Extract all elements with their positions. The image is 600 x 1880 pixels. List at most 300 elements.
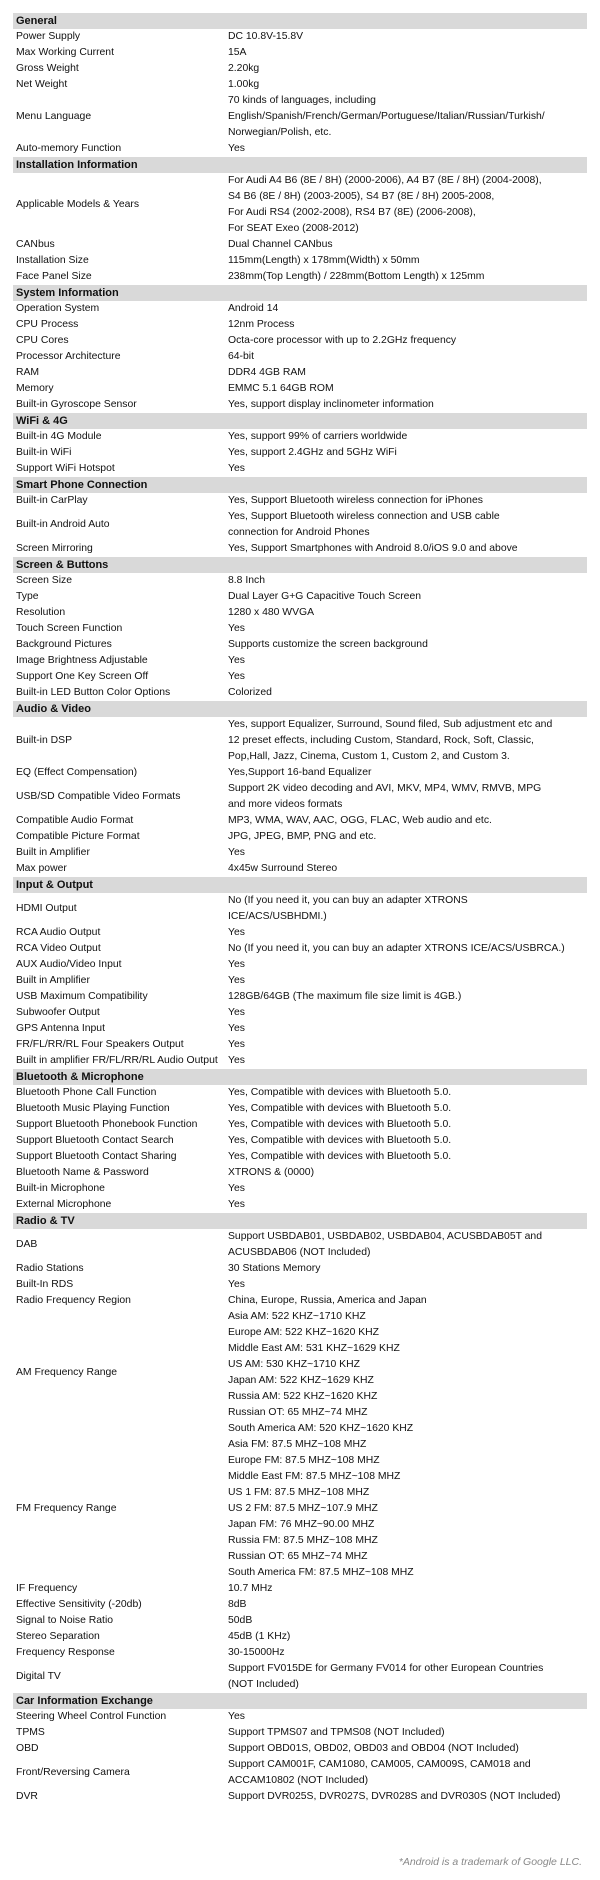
spec-label: Support One Key Screen Off [16,671,149,682]
spec-value [228,429,587,445]
spec-value-line: Europe AM: 522 KHZ~1620 KHZ [228,1327,380,1338]
spec-value-line: Yes, Compatible with devices with Bluetooth 5.0. [228,1119,452,1130]
spec-label: External Microphone [16,1199,112,1210]
spec-label: Memory [16,383,54,394]
spec-value [228,381,587,397]
spec-value-line: ACCAM10802 (NOT Included) [228,1775,369,1786]
spec-label: Built in Amplifier [16,847,90,858]
spec-value-line: US AM: 530 KHZ~1710 KHZ [228,1359,360,1370]
spec-value-line: 4x45w Surround Stereo [228,863,338,874]
spec-label: Net Weight [16,79,68,90]
spec-row [13,1037,587,1053]
spec-value [228,1741,587,1757]
spec-row [13,829,587,845]
spec-value-line: DDR4 4GB RAM [228,367,306,378]
spec-value-line: Support TPMS07 and TPMS08 (NOT Included) [228,1727,445,1738]
spec-value [228,253,587,269]
spec-row [13,925,587,941]
spec-label: Effective Sensitivity (-20db) [16,1599,142,1610]
spec-value [228,861,587,877]
spec-value-line: Yes [228,1183,245,1194]
spec-row [13,621,587,637]
spec-row [13,269,587,285]
spec-row [13,957,587,973]
spec-value [228,541,587,557]
section-header-system-information: System Information [13,285,587,301]
spec-value-line: Yes, Support Bluetooth wireless connection for iPhones [228,495,483,506]
spec-row [13,1021,587,1037]
spec-value [228,941,587,957]
spec-row [13,1149,587,1165]
spec-value [228,717,587,765]
spec-row [13,1133,587,1149]
spec-label: Face Panel Size [16,271,92,282]
spec-value [228,1181,587,1197]
spec-value-line: Yes [228,1039,245,1050]
spec-label: Support Bluetooth Contact Search [16,1135,174,1146]
spec-value [228,1725,587,1741]
spec-label: Resolution [16,607,66,618]
spec-value [228,1261,587,1277]
spec-value [228,1709,587,1725]
spec-value-line: For Audi A4 B6 (8E / 8H) (2000-2006), A4 B7 (8E / 8H) (2004-2008), [228,175,542,186]
spec-value-line: 15A [228,47,247,58]
spec-label: Gross Weight [16,63,79,74]
spec-row [13,1293,587,1309]
spec-row [13,1277,587,1293]
spec-value-line: Russia AM: 522 KHZ~1620 KHZ [228,1391,378,1402]
spec-value-line: Japan FM: 76 MHZ~90.00 MHZ [228,1519,375,1530]
spec-value-line: Yes [228,1055,245,1066]
spec-value-line: S4 B6 (8E / 8H) (2003-2005), S4 B7 (8E / 8H) 2005-2008, [228,191,495,202]
section-header-input-output: Input & Output [13,877,587,893]
spec-row [13,1661,587,1693]
spec-value-line: Support USBDAB01, USBDAB02, USBDAB04, ACUSBDAB05T and [228,1231,542,1242]
spec-value-line: 238mm(Top Length) / 228mm(Bottom Length) x 125mm [228,271,485,282]
spec-value-line: XTRONS & (0000) [228,1167,315,1178]
spec-value-line: connection for Android Phones [228,527,370,538]
spec-value-line: Yes [228,1279,245,1290]
spec-value-line: Russian OT: 65 MHZ~74 MHZ [228,1407,368,1418]
spec-value-line: No (If you need it, you can buy an adapter XTRONS ICE/ACS/USBRCA.) [228,943,565,954]
spec-row [13,493,587,509]
spec-value-line: 1.00kg [228,79,260,90]
spec-value [228,509,587,541]
spec-value-line: Yes [228,1199,245,1210]
spec-label: EQ (Effect Compensation) [16,767,138,778]
spec-label: Radio Stations [16,1263,84,1274]
spec-label: USB Maximum Compatibility [16,991,148,1002]
spec-row [13,1117,587,1133]
spec-value-line: 64-bit [228,351,254,362]
spec-value-line: Support 2K video decoding and AVI, MKV, MP4, WMV, RMVB, MPG [228,783,542,794]
section-header-screen-buttons: Screen & Buttons [13,557,587,573]
section-header-smart-phone-connection: Smart Phone Connection [13,477,587,493]
spec-label: FM Frequency Range [16,1503,117,1514]
spec-row [13,349,587,365]
spec-label: Signal to Noise Ratio [16,1615,114,1626]
spec-value-line: South America FM: 87.5 MHZ~108 MHZ [228,1567,414,1578]
spec-table [13,13,587,1805]
spec-value-line: Middle East FM: 87.5 MHZ~108 MHZ [228,1471,401,1482]
spec-row [13,1757,587,1789]
spec-row [13,317,587,333]
spec-value [228,397,587,413]
spec-value [228,669,587,685]
section-header-car-information-exchange: Car Information Exchange [13,1693,587,1709]
spec-value-line: 10.7 MHz [228,1583,273,1594]
spec-value [228,445,587,461]
spec-value-line: DC 10.8V-15.8V [228,31,304,42]
spec-value-line: and more videos formats [228,799,343,810]
spec-label: CPU Process [16,319,79,330]
spec-row [13,29,587,45]
spec-value [228,77,587,93]
spec-label: CANbus [16,239,55,250]
spec-value [228,461,587,477]
spec-label: RCA Video Output [16,943,101,954]
spec-value [228,1293,587,1309]
spec-label: Built-in WiFi [16,447,72,458]
spec-label: OBD [16,1743,39,1754]
spec-value-line: 2.20kg [228,63,260,74]
spec-value [228,237,587,253]
spec-row [13,301,587,317]
spec-row [13,1437,587,1581]
spec-label: Bluetooth Music Playing Function [16,1103,170,1114]
spec-row [13,333,587,349]
spec-row [13,1709,587,1725]
spec-value [228,1613,587,1629]
spec-value-line: Yes, support display inclinometer information [228,399,434,410]
section-header-audio-video: Audio & Video [13,701,587,717]
spec-row [13,813,587,829]
spec-value-line: MP3, WMA, WAV, AAC, OGG, FLAC, Web audio and etc. [228,815,492,826]
spec-label: Support Bluetooth Contact Sharing [16,1151,177,1162]
spec-label: Screen Size [16,575,73,586]
spec-label: Screen Mirroring [16,543,93,554]
spec-value [228,173,587,237]
spec-row [13,1165,587,1181]
spec-value-line: Yes [228,1711,245,1722]
spec-label: DAB [16,1239,38,1250]
spec-label: Type [16,591,39,602]
spec-label: Front/Reversing Camera [16,1767,130,1778]
spec-row [13,1085,587,1101]
spec-value [228,845,587,861]
spec-value [228,1053,587,1069]
spec-value-line: Yes [228,655,245,666]
spec-value [228,1133,587,1149]
spec-value [228,1037,587,1053]
spec-value-line: 30 Stations Memory [228,1263,321,1274]
spec-value [228,621,587,637]
spec-value [228,685,587,701]
spec-row [13,941,587,957]
spec-row [13,445,587,461]
spec-row [13,717,587,765]
spec-value [228,1597,587,1613]
spec-label: Auto-memory Function [16,143,122,154]
spec-value-line: Yes [228,975,245,986]
spec-value-line: Asia AM: 522 KHZ~1710 KHZ [228,1311,366,1322]
spec-value-line: Support FV015DE for Germany FV014 for other European Countries [228,1663,544,1674]
spec-value [228,365,587,381]
spec-value-line: Dual Channel CANbus [228,239,333,250]
spec-label: Radio Frequency Region [16,1295,131,1306]
spec-row [13,1725,587,1741]
spec-value-line: Japan AM: 522 KHZ~1629 KHZ [228,1375,374,1386]
spec-value-line: 8dB [228,1599,247,1610]
spec-row [13,541,587,557]
spec-label: Max power [16,863,67,874]
spec-value-line: 45dB (1 KHz) [228,1631,291,1642]
spec-value-line: Octa-core processor with up to 2.2GHz frequency [228,335,457,346]
spec-value [228,1581,587,1597]
spec-label: Frequency Response [16,1647,115,1658]
spec-value [228,29,587,45]
spec-value [228,829,587,845]
spec-value-line: Yes, Support Bluetooth wireless connection and USB cable [228,511,500,522]
spec-row [13,573,587,589]
spec-value-line: Android 14 [228,303,279,314]
spec-value-line: English/Spanish/French/German/Portuguese/Italian/Russian/Turkish/ [228,111,545,122]
spec-value-line: Pop,Hall, Jazz, Cinema, Custom 1, Custom 2, and Custom 3. [228,751,510,762]
spec-label: Built-in CarPlay [16,495,88,506]
spec-row [13,653,587,669]
spec-value [228,1085,587,1101]
spec-row [13,381,587,397]
spec-value-line: Dual Layer G+G Capacitive Touch Screen [228,591,422,602]
spec-row [13,1053,587,1069]
spec-value-line: Yes, Compatible with devices with Bluetooth 5.0. [228,1103,452,1114]
trademark-footnote: *Android is a trademark of Google LLC. [398,1856,582,1868]
spec-value [228,1101,587,1117]
spec-value [228,605,587,621]
spec-value-line: Russian OT: 65 MHZ~74 MHZ [228,1551,368,1562]
section-header-general: General [13,13,587,29]
spec-row [13,1789,587,1805]
spec-row [13,1645,587,1661]
spec-value [228,765,587,781]
spec-value-line: 12nm Process [228,319,295,330]
spec-value-line: Yes [228,1023,245,1034]
spec-row [13,589,587,605]
spec-label: Operation System [16,303,100,314]
spec-row [13,1597,587,1613]
spec-value-line: For Audi RS4 (2002-2008), RS4 B7 (8E) (2006-2008), [228,207,476,218]
spec-value-line: ACUSBDAB06 (NOT Included) [228,1247,371,1258]
spec-value-line: 50dB [228,1615,253,1626]
spec-label: RAM [16,367,40,378]
spec-row [13,669,587,685]
spec-row [13,237,587,253]
spec-value-line: For SEAT Exeo (2008-2012) [228,223,359,234]
spec-label: Built-in Microphone [16,1183,105,1194]
section-header-wifi-4g: WiFi & 4G [13,413,587,429]
spec-row [13,637,587,653]
spec-value [228,925,587,941]
spec-label: Support WiFi Hotspot [16,463,115,474]
spec-value-line: Yes [228,143,245,154]
spec-value-line: Russia FM: 87.5 MHZ~108 MHZ [228,1535,378,1546]
spec-row [13,973,587,989]
spec-label: USB/SD Compatible Video Formats [16,791,181,802]
spec-value-line: 115mm(Length) x 178mm(Width) x 50mm [228,255,420,266]
spec-value [228,1661,587,1693]
spec-value-line: 30-15000Hz [228,1647,285,1658]
spec-value-line: 12 preset effects, including Custom, Standard, Rock, Soft, Classic, [228,735,534,746]
spec-value-line: Norwegian/Polish, etc. [228,127,332,138]
spec-value-line: Yes [228,623,245,634]
spec-label: Compatible Audio Format [16,815,134,826]
spec-row [13,173,587,237]
spec-value-line: Yes [228,959,245,970]
spec-label: GPS Antenna Input [16,1023,105,1034]
spec-label: Built-in Android Auto [16,519,110,530]
spec-row [13,93,587,141]
spec-value [228,1021,587,1037]
spec-value-line: 128GB/64GB (The maximum file size limit is 4GB.) [228,991,462,1002]
spec-value [228,637,587,653]
spec-label: AUX Audio/Video Input [16,959,122,970]
spec-row [13,365,587,381]
spec-value [228,93,587,141]
spec-row [13,429,587,445]
spec-row [13,45,587,61]
spec-row [13,1309,587,1437]
spec-value [228,269,587,285]
spec-row [13,61,587,77]
spec-value [228,653,587,669]
spec-value [228,61,587,77]
spec-value [228,957,587,973]
spec-value-line: ICE/ACS/USBHDMI.) [228,911,327,922]
spec-value-line: Yes [228,463,245,474]
spec-label: Installation Size [16,255,89,266]
spec-value-line: Yes, support Equalizer, Surround, Sound filed, Sub adjustment etc and [228,719,553,730]
spec-value-line: Colorized [228,687,272,698]
spec-row [13,253,587,269]
spec-label: Built-in 4G Module [16,431,102,442]
spec-row [13,1181,587,1197]
spec-label: Built in amplifier FR/FL/RR/RL Audio Output [16,1055,218,1066]
spec-label: Built in Amplifier [16,975,90,986]
spec-value [228,989,587,1005]
spec-row [13,397,587,413]
spec-label: Support Bluetooth Phonebook Function [16,1119,198,1130]
spec-label: Touch Screen Function [16,623,123,634]
spec-label: Steering Wheel Control Function [16,1711,167,1722]
spec-row [13,893,587,925]
spec-label: Subwoofer Output [16,1007,100,1018]
spec-value-line: (NOT Included) [228,1679,299,1690]
spec-label: IF Frequency [16,1583,78,1594]
spec-label: Processor Architecture [16,351,121,362]
spec-row [13,765,587,781]
spec-value-line: South America AM: 520 KHZ~1620 KHZ [228,1423,414,1434]
spec-row [13,781,587,813]
spec-label: Menu Language [16,111,92,122]
spec-row [13,845,587,861]
spec-value [228,1757,587,1789]
spec-row [13,989,587,1005]
spec-label: Background Pictures [16,639,112,650]
spec-row [13,461,587,477]
spec-value-line: Support CAM001F, CAM1080, CAM005, CAM009S, CAM018 and [228,1759,531,1770]
spec-value-line: No (If you need it, you can buy an adapter XTRONS [228,895,468,906]
spec-label: Stereo Separation [16,1631,100,1642]
spec-value-line: Yes, Compatible with devices with Bluetooth 5.0. [228,1151,452,1162]
spec-value-line: Yes, support 2.4GHz and 5GHz WiFi [228,447,397,458]
spec-row [13,1197,587,1213]
spec-row [13,141,587,157]
spec-value-line: JPG, JPEG, BMP, PNG and etc. [228,831,377,842]
spec-value [228,1629,587,1645]
spec-row [13,509,587,541]
spec-value [228,781,587,813]
spec-value-line: EMMC 5.1 64GB ROM [228,383,334,394]
spec-value [228,1789,587,1805]
spec-row [13,1229,587,1261]
spec-value [228,1437,587,1581]
section-header-installation-information: Installation Information [13,157,587,173]
spec-value-line: Yes, Compatible with devices with Bluetooth 5.0. [228,1087,452,1098]
spec-row [13,1629,587,1645]
spec-value [228,1005,587,1021]
spec-value-line: US 1 FM: 87.5 MHZ~108 MHZ [228,1487,370,1498]
spec-label: Applicable Models & Years [16,199,140,210]
spec-label: Compatible Picture Format [16,831,140,842]
spec-value-line: 8.8 Inch [228,575,265,586]
spec-value [228,333,587,349]
spec-row [13,861,587,877]
section-header-radio-tv: Radio & TV [13,1213,587,1229]
spec-value [228,301,587,317]
spec-value-line: Yes [228,671,245,682]
spec-value [228,493,587,509]
spec-label: Power Supply [16,31,81,42]
spec-label: AM Frequency Range [16,1367,118,1378]
spec-label: DVR [16,1791,38,1802]
spec-row [13,1581,587,1597]
spec-row [13,1005,587,1021]
spec-label: Bluetooth Phone Call Function [16,1087,157,1098]
spec-row [13,1613,587,1629]
spec-value [228,1277,587,1293]
spec-value-line: Yes, support 99% of carriers worldwide [228,431,408,442]
spec-value-line: Yes, Support Smartphones with Android 8.0/iOS 9.0 and above [228,543,518,554]
spec-value-line: 70 kinds of languages, including [228,95,376,106]
spec-label: Built-In RDS [16,1279,74,1290]
spec-value [228,141,587,157]
spec-value-line: Yes [228,1007,245,1018]
spec-label: FR/FL/RR/RL Four Speakers Output [16,1039,184,1050]
spec-value-line: China, Europe, Russia, America and Japan [228,1295,427,1306]
spec-row [13,605,587,621]
spec-label: HDMI Output [16,903,77,914]
spec-row [13,685,587,701]
spec-value-line: Yes [228,847,245,858]
spec-value-line: Supports customize the screen background [228,639,428,650]
spec-value [228,1117,587,1133]
spec-value-line: Yes,Support 16-band Equalizer [228,767,372,778]
spec-label: Built-in Gyroscope Sensor [16,399,137,410]
spec-label: RCA Audio Output [16,927,101,938]
spec-label: Built-in LED Button Color Options [16,687,171,698]
spec-value-line: Asia FM: 87.5 MHZ~108 MHZ [228,1439,367,1450]
spec-row [13,77,587,93]
